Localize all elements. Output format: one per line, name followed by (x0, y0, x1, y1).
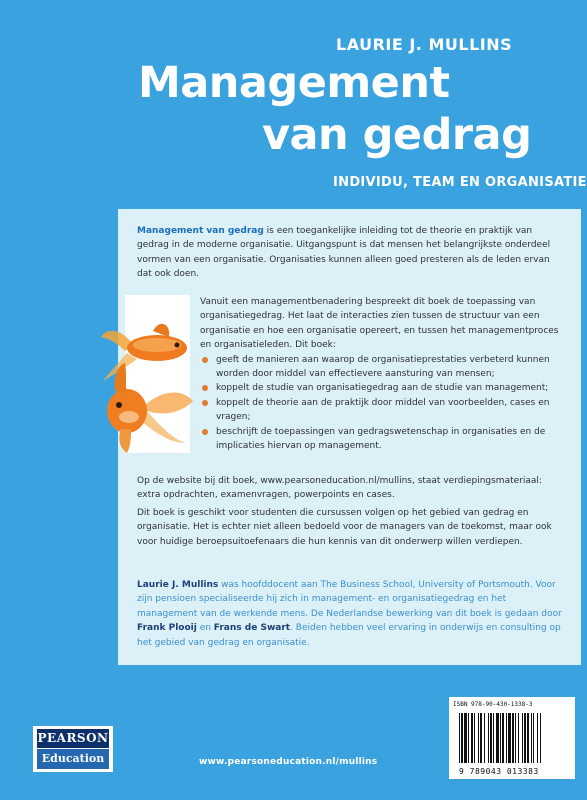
footer-url: www.pearsoneducation.nl/mullins (199, 757, 378, 767)
bio-author-name: Laurie J. Mullins (137, 580, 219, 590)
isbn-label: ISBN 978-90-430-1338-3 (453, 701, 533, 708)
audience-paragraph: Dit boek is geschikt voor studenten die cursussen volgen op het gebied van gedrag en organisatie. Het is echter niet alleen bedoeld voor de managers van de toekomst, maar ook voor huidige beroepsuitoefenaars die hun kennis van dit onderwerp willen verdiepen. (137, 508, 552, 547)
goldfish-image (35, 293, 195, 453)
publisher-name-bottom: Education (37, 749, 109, 769)
barcode-number: 9 789043 013383 (459, 767, 539, 776)
intro-lead: Management van gedrag (137, 226, 264, 236)
book-title-line2: van gedrag (262, 110, 532, 160)
bullet-icon (202, 385, 208, 391)
bullet-icon (202, 357, 208, 363)
intro-text: is een toegankelijke inleiding tot de theorie en praktijk van gedrag in de moderne organisatie. Uitgangspunt is dat mensen het belangrijkste onderdeel vormen van een organisatie. Organisaties kunnen alleen goed presteren als de leden ervan dat ook doen. (137, 226, 551, 280)
list-item: koppelt de studie van organisatiegedrag aan de studie van management; (200, 381, 565, 395)
author-bio: Laurie J. Mullins was hoofddocent aan The Business School, University of Portsmouth. Voor zijn pensioen specialiseerde hij zich in management- en organisatiegedrag en het management van de werkende mens. De Nederlandse bewerking van dit boek is gedaan door Frank Plooij en Frans de Swart. Beiden hebben veel ervaring in onderwijs en consulting op het gebied van gedrag en organisatie. (137, 580, 562, 648)
list-item: geeft de manieren aan waarop de organisatieprestaties verbeterd kunnen worden door middel van effectievere aansturing van mensen; (200, 353, 565, 382)
pearson-logo (33, 726, 113, 772)
bullet-icon (202, 400, 208, 406)
main-text: Vanuit een managementbenadering bespreekt dit boek de toepassing van organisatiegedrag. Het laat de interacties zien tussen de structuur van een organisatie en hoe een organisatie opereert, en tussen het managementproces en organisatieleden. Dit boek: (200, 297, 559, 351)
bio-coauthor-1: Frank Plooij (137, 623, 197, 634)
author-name: LAURIE J. MULLINS (336, 35, 513, 54)
bio-coauthor-2: Frans de Swart (213, 623, 291, 634)
book-subtitle: INDIVIDU, TEAM EN ORGANISATIE (333, 175, 587, 190)
barcode-icon (457, 713, 567, 765)
publisher-name-top: PEARSON (37, 729, 109, 748)
main-paragraph (200, 295, 565, 453)
bullet-list (200, 353, 565, 454)
intro-paragraph (137, 224, 563, 282)
bullet-icon (202, 429, 208, 435)
website-paragraph: Op de website bij dit boek, www.pearsoneducation.nl/mullins, staat verdiepingsmateriaal: extra opdrachten, examenvragen, powerpoints en cases. (137, 476, 542, 501)
list-item: koppelt de theorie aan de praktijk door middel van voorbeelden, cases en vragen; (200, 396, 565, 425)
book-title-line1: Management (138, 58, 450, 108)
isbn-barcode-box (449, 697, 575, 779)
list-item: beschrijft de toepassingen van gedragswetenschap in organisaties en de implicaties hiervan op management. (200, 425, 565, 454)
